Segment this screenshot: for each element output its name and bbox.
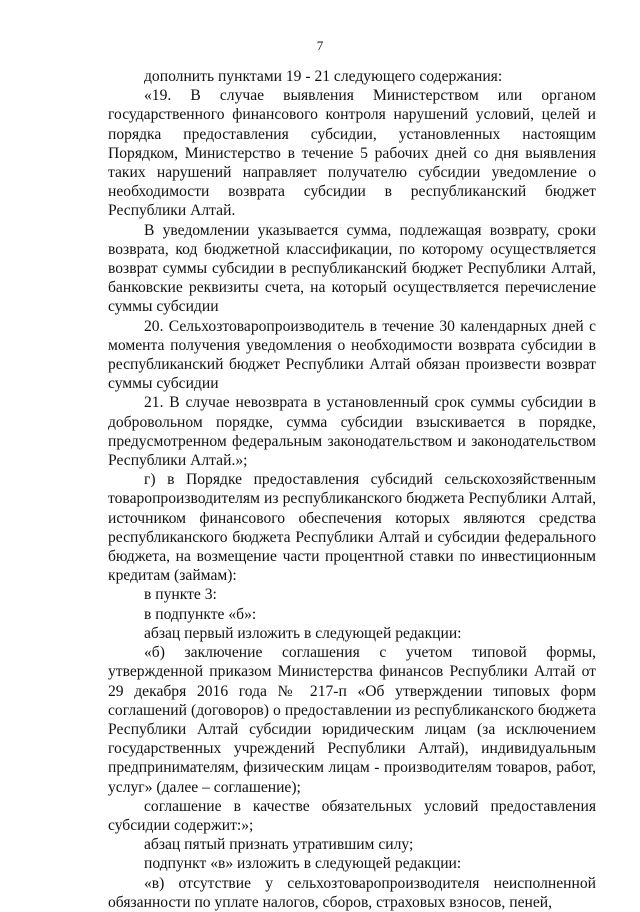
paragraph-subpoint-v: «в) отсутствие у сельхозтоваропроизводителя неисполненной обязанности по уплате налогов, сборов, страховых взносов, пеней, xyxy=(108,874,596,911)
paragraph-first-abzac: абзац первый изложить в следующей редакции: xyxy=(144,624,462,642)
paragraph-intro: дополнить пунктами 19 - 21 следующего содержания: xyxy=(144,68,503,85)
paragraph-notification: В уведомлении указывается сумма, подлежащая возврату, сроки возврата, код бюджетной классификации, по которому осуществляется возврат суммы субсидии в республиканский бюджет Республики Алтай, банковские реквизиты счета, на который осуществляется перечисление суммы субсидии xyxy=(108,221,596,316)
paragraph-item-19: «19. В случае выявления Министерством или органом государственного финансового контроля нарушений условий, целей и порядка предоставления субсидии, установленных настоящим Порядком, Министерство в течение 5 рабочих дней со дня выявления таких нарушений направляет получателю субсидии уведомление о необходимости возврата субсидии в республиканский бюджет Республики Алтай. xyxy=(108,87,596,220)
paragraph-agreement-conditions: соглашение в качестве обязательных условий предоставления субсидии содержит:»; xyxy=(108,797,596,834)
paragraph-subpoint-v-intro: подпункт «в» изложить в следующей редакции: xyxy=(144,855,462,873)
paragraph-point-3: в пункте 3: xyxy=(144,586,217,604)
paragraph-subitem-g: г) в Порядке предоставления субсидий сельскохозяйственным товаропроизводителям из республиканского бюджета Республики Алтай, источником финансового обеспечения которых являются средства республиканского бюджета Республики Алтай и субсидии федерального бюджета, на возмещение части процентной ставки по инвестиционным кредитам (займам): xyxy=(108,471,596,585)
paragraph-item-21: 21. В случае невозврата в установленный срок суммы субсидии в добровольном порядке, сумма субсидии взыскивается в порядке, предусмотренном федеральным законодательством и законодательством Республики Алтай.»; xyxy=(108,394,596,470)
paragraph-subpoint-b: в подпункте «б»: xyxy=(144,605,257,623)
paragraph-fifth-abzac: абзац пятый признать утратившим силу; xyxy=(144,836,414,854)
page-number: 7 xyxy=(316,38,324,53)
paragraph-item-20: 20. Сельхозтоваропроизводитель в течение 30 календарных дней с момента получения уведомления о необходимости возврата субсидии в республиканский бюджет Республики Алтай обязан произвести возврат суммы субсидии xyxy=(108,317,596,393)
paragraph-agreement-b: «б) заключение соглашения с учетом типовой формы, утвержденной приказом Министерства финансов Республики Алтай от 29 декабря 2016 года № 217-п «Об утверждении типовых форм соглашений (договоров) о предоставлении из республиканского бюджета Республики Алтай субсидии юридическим лицам (за исключением государственных учреждений Республики Алтай), индивидуальным предпринимателям, физическим лицам - производителям товаров, работ, услуг» (далее – соглашение); xyxy=(108,644,596,796)
document-body xyxy=(108,67,596,912)
